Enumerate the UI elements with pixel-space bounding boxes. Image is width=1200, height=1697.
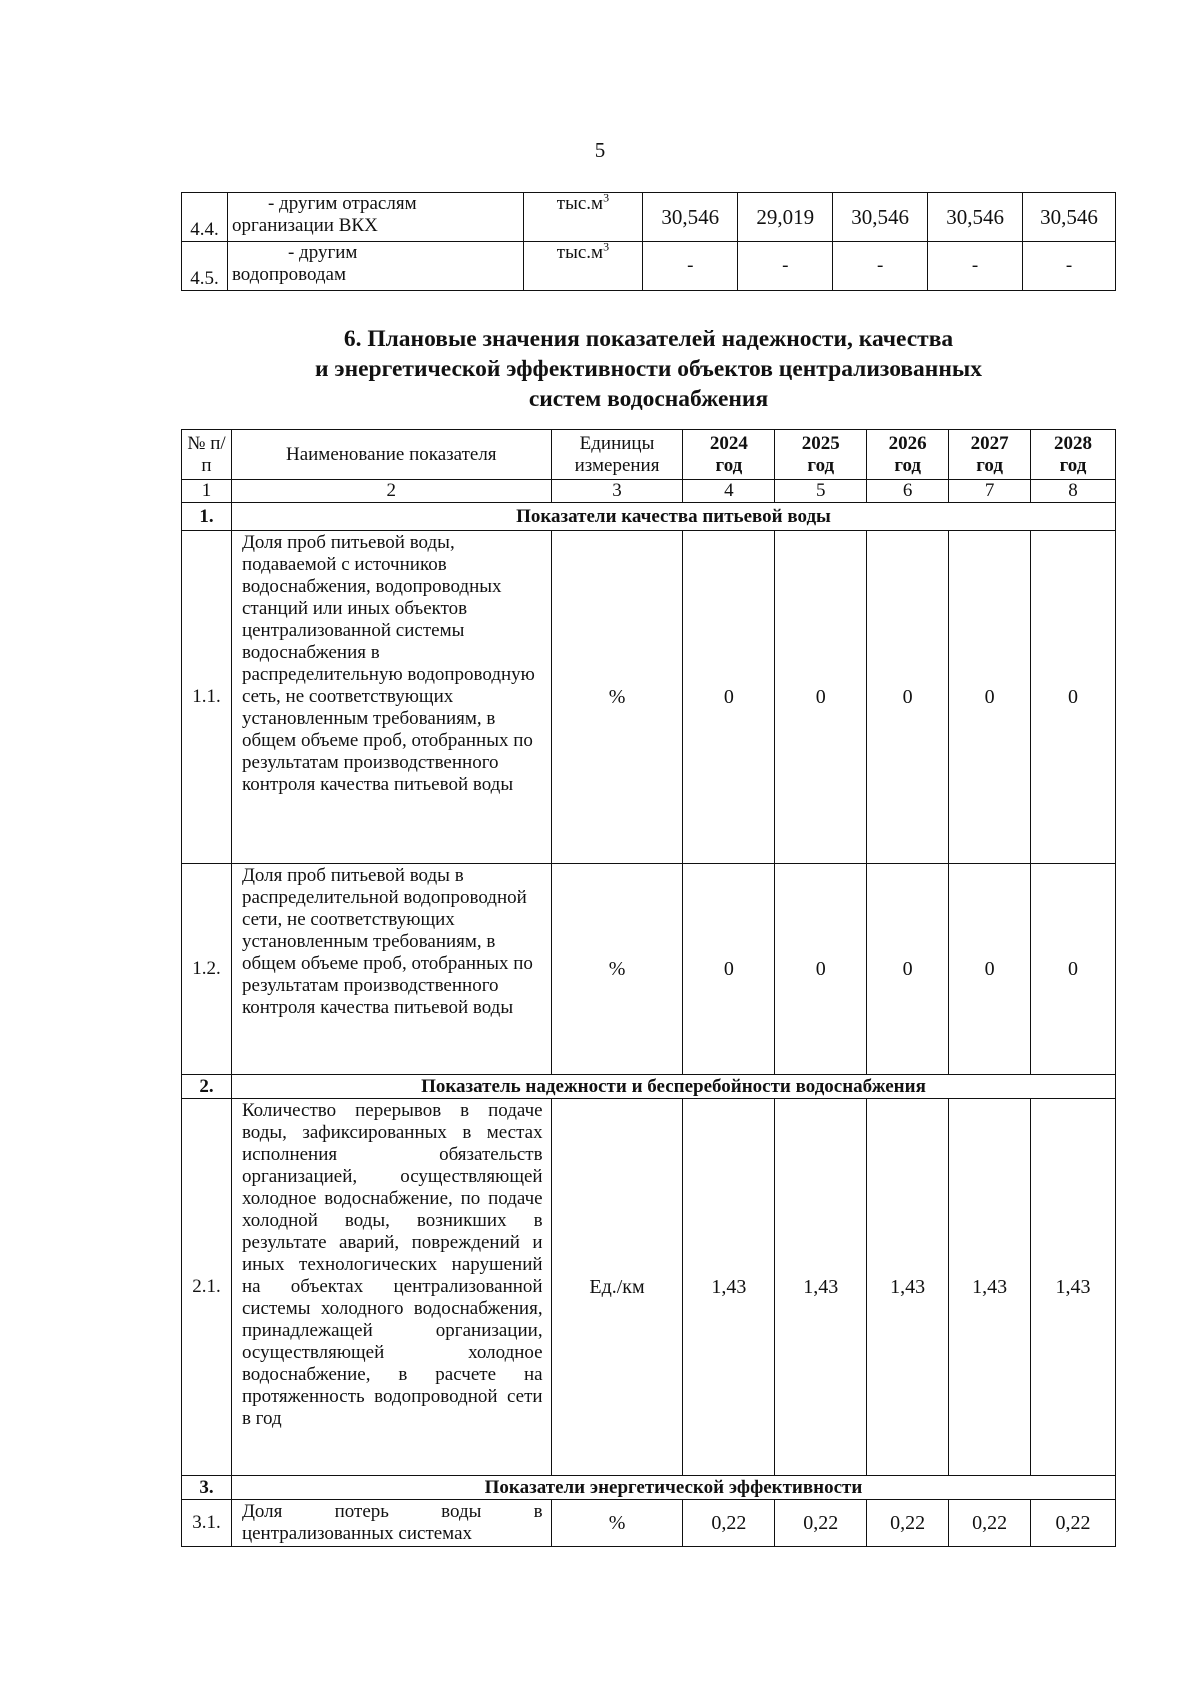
name-line: - другим отраслям — [267, 193, 417, 214]
group-title: Показатели энергетической эффективности — [231, 1476, 1115, 1500]
row-number: 2.1. — [182, 1099, 232, 1476]
group-row — [182, 1476, 1116, 1500]
unit-text: тыс.м — [556, 242, 604, 263]
value-cell: - — [833, 242, 928, 291]
year: 2027 — [970, 432, 1009, 454]
header-num: № п/п — [182, 430, 232, 480]
year-label: год — [976, 454, 1003, 476]
year-label: год — [894, 454, 922, 476]
table-row — [182, 531, 1116, 864]
year: 2028 — [1054, 432, 1093, 454]
row-number: 1.1. — [182, 531, 232, 864]
row-number: 4.4. — [182, 193, 228, 242]
value-cell: 1,43 — [775, 1099, 867, 1476]
year: 2024 — [709, 432, 748, 454]
row-number: 3.1. — [182, 1500, 232, 1547]
year-label: год — [807, 454, 835, 476]
group-row — [182, 503, 1116, 531]
table-row — [182, 864, 1116, 1075]
year-label: год — [715, 454, 743, 476]
name-line: организации ВКХ — [231, 215, 378, 236]
header-year — [949, 430, 1031, 480]
row-number: 1.2. — [182, 864, 232, 1075]
header-name: Наименование показателя — [231, 430, 551, 480]
value-cell: 0 — [775, 864, 867, 1075]
value-cell: 1,43 — [949, 1099, 1031, 1476]
table-row — [182, 1099, 1116, 1476]
value-cell: - — [928, 242, 1023, 291]
continuation-table — [181, 192, 1116, 291]
unit-cell — [523, 239, 643, 291]
section-title-line: систем водоснабжения — [528, 386, 769, 412]
value-cell: 0 — [1031, 531, 1116, 864]
indicator-name — [227, 193, 523, 242]
value-cell: 0 — [683, 531, 775, 864]
value-cell: 0 — [867, 531, 949, 864]
year: 2025 — [801, 432, 840, 454]
column-number: 6 — [867, 480, 949, 503]
column-number: 2 — [231, 480, 551, 503]
group-title: Показатель надежности и бесперебойности водоснабжения — [231, 1075, 1115, 1099]
year: 2026 — [888, 432, 927, 454]
header-year — [867, 430, 949, 480]
value-cell: 30,546 — [833, 193, 928, 242]
unit-text: тыс.м — [556, 193, 604, 214]
page-number: 5 — [594, 138, 606, 162]
column-number: 8 — [1031, 480, 1116, 503]
table-row — [182, 193, 1116, 242]
value-cell: 1,43 — [867, 1099, 949, 1476]
value-cell: 0 — [775, 531, 867, 864]
indicators-table — [181, 429, 1116, 1547]
table-row — [182, 242, 1116, 291]
value-cell: 0,22 — [683, 1500, 775, 1547]
value-cell: - — [1023, 242, 1116, 291]
indicator-name: Доля проб питьевой воды в распределительной водопроводной сети, не соответствующих установленным требованиям, в общем объеме проб, отобранных по результатам производственного контроля качества питьевой воды — [231, 864, 551, 1075]
value-cell: 0 — [867, 864, 949, 1075]
value-cell: 29,019 — [738, 193, 833, 242]
value-cell: 0 — [1031, 864, 1116, 1075]
value-cell: 30,546 — [643, 193, 738, 242]
value-cell: 0 — [949, 864, 1031, 1075]
header-year — [775, 430, 867, 480]
value-cell: 0,22 — [775, 1500, 867, 1547]
group-row — [182, 1075, 1116, 1099]
row-number: 4.5. — [182, 242, 228, 291]
section-title — [181, 324, 1116, 414]
value-cell: 30,546 — [928, 193, 1023, 242]
value-cell: - — [643, 242, 738, 291]
unit-superscript: 3 — [603, 190, 610, 205]
name-line: водопроводам — [231, 264, 347, 285]
group-number: 1. — [182, 503, 232, 531]
value-cell: 0 — [683, 864, 775, 1075]
unit-cell: % — [551, 1500, 683, 1547]
header-year — [683, 430, 775, 480]
value-cell: 30,546 — [1023, 193, 1116, 242]
indicator-name: Доля потерь воды в централизованных системах — [231, 1500, 551, 1547]
column-number-row — [182, 480, 1116, 503]
table-row — [182, 1500, 1116, 1547]
value-cell: 1,43 — [683, 1099, 775, 1476]
unit-cell: % — [551, 864, 683, 1075]
unit-cell: % — [551, 531, 683, 864]
unit-superscript: 3 — [603, 239, 610, 254]
column-number: 5 — [775, 480, 867, 503]
group-title: Показатели качества питьевой воды — [231, 503, 1115, 531]
value-cell: 0,22 — [949, 1500, 1031, 1547]
header-year — [1031, 430, 1116, 480]
value-cell: 1,43 — [1031, 1099, 1116, 1476]
column-number: 4 — [683, 480, 775, 503]
value-cell: 0,22 — [867, 1500, 949, 1547]
indicator-name: Доля проб питьевой воды, подаваемой с источников водоснабжения, водопроводных станций или иных объектов централизованной системы водоснабжения в распределительную водопроводную сеть, не соответствующих установленным требованиям, в общем объеме проб, отобранных по результатам производственного контроля качества питьевой воды — [231, 531, 551, 864]
year-label: год — [1059, 454, 1087, 476]
name-line: - другим — [287, 242, 358, 263]
column-number: 7 — [949, 480, 1031, 503]
unit-cell: Ед./км — [551, 1099, 683, 1476]
value-cell: 0 — [949, 531, 1031, 864]
group-number: 3. — [182, 1476, 232, 1500]
value-cell: 0,22 — [1031, 1500, 1116, 1547]
table-header-row — [182, 430, 1116, 480]
header-unit: Единицы измерения — [551, 430, 683, 480]
value-cell: - — [738, 242, 833, 291]
indicator-name — [227, 242, 523, 291]
column-number: 1 — [182, 480, 232, 503]
section-title-line: и энергетической эффективности объектов централизованных — [315, 356, 982, 382]
indicator-name: Количество перерывов в подаче воды, зафиксированных в местах исполнения обязательств организацией, осуществляющей холодное водоснабжение, по подаче холодной воды, возникших в результате аварий, повреждений и иных технологических нарушений на объектах централизованной системы холодного водоснабжения, принадлежащей организации, осуществляющей холодное водоснабжение, в расчете на протяженность водопроводной сети в год — [231, 1099, 551, 1476]
unit-cell — [523, 190, 643, 242]
group-number: 2. — [182, 1075, 232, 1099]
column-number: 3 — [551, 480, 683, 503]
section-title-line: 6. Плановые значения показателей надежности, качества — [343, 326, 954, 352]
